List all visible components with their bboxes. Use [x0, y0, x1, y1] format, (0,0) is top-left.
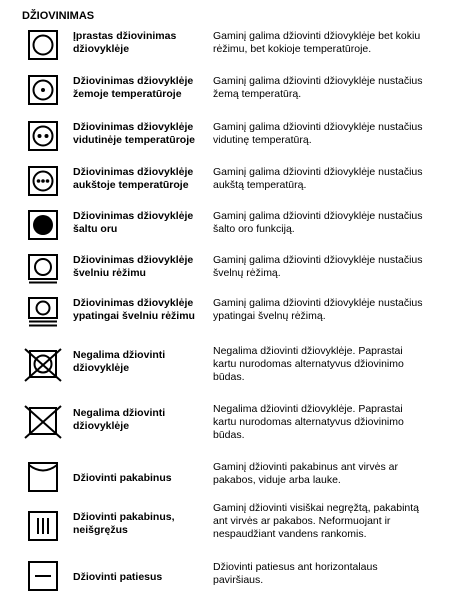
symbol-description: Gaminį galima džiovinti džiovyklėje nustačius šalto oro funkciją.	[213, 210, 423, 235]
symbol-name: Džiovinimas džiovyklėje ypatingai švelniu rėžimu	[73, 297, 195, 322]
do-not-tumble-dry-icon	[24, 348, 62, 382]
symbol-description: Gaminį galima džiovinti džiovyklėje bet kokiu rėžimu, bet kokioje temperatūroje.	[213, 30, 421, 55]
symbol-description: Gaminį galima džiovinti džiovyklėje nustačius vidutinę temperatūrą.	[213, 121, 423, 146]
symbol-name: Džiovinti pakabinus	[73, 472, 172, 484]
symbol-description: Gaminį galima džiovinti džiovyklėje nustačius ypatingai švelnų rėžimą.	[213, 297, 423, 322]
symbol-name: Džiovinti patiesus	[73, 571, 163, 583]
symbol-name: Džiovinimas džiovyklėje žemoje temperatūroje	[73, 75, 194, 100]
symbol-description: Gaminį galima džiovinti džiovyklėje nustačius aukštą temperatūrą.	[213, 166, 423, 191]
symbol-name: Negalima džiovinti džiovyklėje	[73, 407, 166, 432]
symbol-name: Negalima džiovinti džiovyklėje	[73, 349, 166, 374]
symbol-name: Įprastas džiovinimas džiovyklėje	[73, 30, 177, 55]
symbol-description: Negalima džiovinti džiovyklėje. Paprastai kartu nurodomas alternatyvus džiovinimo būdas.	[213, 345, 404, 383]
do-not-tumble-dry-alt-icon	[24, 405, 62, 439]
symbol-description: Gaminį džiovinti visiškai negręžtą, pakabintą ant virvės ar pakabos. Neformuojant ir nespaudžiant vandens rankomis.	[213, 502, 420, 540]
symbol-name: Džiovinti pakabinus, neišgręžus	[73, 511, 175, 536]
tumble-dry-low-heat-icon	[28, 75, 58, 105]
section-title: DŽIOVINIMAS	[22, 10, 95, 22]
symbol-name: Džiovinimas džiovyklėje aukštoje temperatūroje	[73, 166, 194, 191]
line-dry-icon	[28, 462, 58, 492]
tumble-dry-high-heat-icon	[28, 166, 58, 196]
symbol-name: Džiovinimas džiovyklėje šaltu oru	[73, 210, 194, 235]
symbol-description: Gaminį džiovinti pakabinus ant virvės ar pakabos, viduje arba lauke.	[213, 461, 399, 486]
symbol-description: Negalima džiovinti džiovyklėje. Paprastai kartu nurodomas alternatyvus džiovinimo būdas.	[213, 403, 404, 441]
tumble-dry-gentle-icon	[28, 254, 58, 284]
tumble-dry-no-heat-icon	[28, 210, 58, 240]
drip-dry-icon	[28, 511, 58, 541]
dry-flat-icon	[28, 561, 58, 591]
symbol-description: Džiovinti patiesus ant horizontalaus paviršiaus.	[213, 561, 378, 586]
symbol-description: Gaminį galima džiovinti džiovyklėje nustačius švelnų rėžimą.	[213, 254, 423, 279]
tumble-dry-medium-heat-icon	[28, 121, 58, 151]
symbol-name: Džiovinimas džiovyklėje vidutinėje temperatūroje	[73, 121, 195, 146]
tumble-dry-normal-icon	[28, 30, 58, 60]
symbol-name: Džiovinimas džiovyklėje švelniu rėžimu	[73, 254, 194, 279]
symbol-description: Gaminį galima džiovinti džiovyklėje nustačius žemą temperatūrą.	[213, 75, 423, 100]
tumble-dry-very-gentle-icon	[28, 297, 58, 327]
